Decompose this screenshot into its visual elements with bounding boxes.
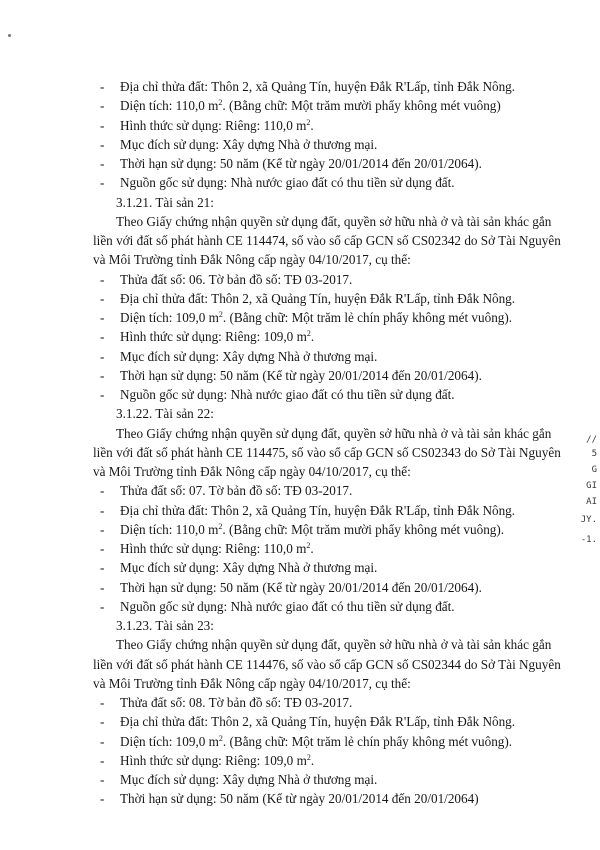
bullet-dash: - [100,348,105,364]
line-text: liền với đất số phát hành CE 114476, số vào sổ cấp GCN số CS02344 do Sở Tài Nguyên [93,656,561,672]
line-text-tail: . [310,752,315,768]
paragraph-line [93,676,411,692]
bullet-item [100,291,515,307]
bullet-item [100,734,512,750]
bullet-item [100,156,482,172]
bullet-item [100,599,455,615]
bullet-item [100,272,352,288]
paragraph-line [116,214,551,230]
stamp-fragment: -1. [580,535,597,545]
superscript: 2 [218,98,223,108]
stamp-fragment: 5 [591,449,597,459]
bullet-item [100,368,482,384]
bullet-item [100,580,482,596]
bullet-dash: - [100,290,105,306]
bullet-dash: - [100,483,105,499]
line-text-tail: . (Bằng chữ: Một trăm lẻ chín phẩy không mét vuông). [222,733,513,749]
stamp-fragment: JY. [580,515,597,525]
bullet-dash: - [100,502,105,518]
superscript: 2 [306,329,311,339]
stamp-fragment: G [591,465,597,475]
stamp-edge-fragment [575,435,597,565]
bullet-item [100,329,314,345]
bullet-item [100,772,377,788]
bullet-dash: - [100,772,105,787]
superscript: 2 [218,310,223,319]
bullet-dash: - [100,117,105,133]
section-heading [116,406,214,422]
bullet-item [100,175,455,191]
bullet-item [100,79,515,95]
line-text: Mục đích sử dụng: Xây dựng Nhà ở thương mại. [120,136,378,152]
bullet-dash: - [100,714,105,730]
bullet-dash: - [100,752,105,768]
line-text-tail: . (Bằng chữ: Một trăm lẻ chín phẩy không mét vuông). [222,310,513,325]
superscript: 2 [306,117,311,127]
bullet-item [100,695,352,711]
paragraph-line [116,426,551,442]
line-text: Hình thức sử dụng: Riêng: 110,0 m [120,117,307,133]
line-text: Hình thức sử dụng: Riêng: 109,0 m [120,329,307,345]
line-text: Diện tích: 109,0 m [120,310,219,325]
line-text: 3.1.22. Tài sản 22: [116,406,214,422]
paragraph-line [116,637,551,653]
line-text-tail: . [310,329,315,345]
line-text: Theo Giấy chứng nhận quyền sử dụng đất, quyền sở hữu nhà ở và tài sản khác gắn [116,637,552,653]
line-text: Diện tích: 110,0 m [120,521,219,537]
scan-speck [8,34,11,37]
line-text-tail: . (Bằng chữ: Một trăm mười phẩy không mét vuông) [222,98,501,114]
paragraph-line [93,657,561,673]
line-text: Nguồn gốc sử dụng: Nhà nước giao đất có thu tiền sử dụng đất. [120,175,455,191]
paragraph-line [93,252,411,268]
line-text: Nguồn gốc sử dụng: Nhà nước giao đất có thu tiền sử dụng đất. [120,598,455,614]
bullet-dash: - [100,387,105,402]
line-text: Thời hạn sử dụng: 50 năm (Kể từ ngày 20/01/2014 đến 20/01/2064). [120,579,482,595]
section-heading [116,195,214,211]
bullet-item [100,560,377,576]
line-text: 3.1.21. Tài sản 21: [116,194,214,210]
line-text: Mục đích sử dụng: Xây dựng Nhà ở thương mại. [120,772,378,787]
line-text: liền với đất số phát hành CE 114474, số vào sổ cấp GCN số CS02342 do Sở Tài Nguyên [93,233,561,248]
bullet-dash: - [100,541,105,556]
line-text: Mục đích sử dụng: Xây dựng Nhà ở thương mại. [120,348,378,364]
stamp-fragment: AI [586,497,597,507]
line-text: và Môi Trường tỉnh Đắk Nông cấp ngày 04/10/2017, cụ thể: [93,675,411,691]
bullet-dash: - [100,579,105,595]
paragraph-line [93,233,561,249]
bullet-item [100,503,515,519]
line-text: Theo Giấy chứng nhận quyền sử dụng đất, quyền sở hữu nhà ở và tài sản khác gắn [116,213,552,229]
bullet-dash: - [100,310,105,325]
bullet-item [100,522,504,538]
line-text: Diện tích: 109,0 m [120,733,219,749]
bullet-item [100,98,501,114]
line-text: Theo Giấy chứng nhận quyền sử dụng đất, quyền sở hữu nhà ở và tài sản khác gắn [116,425,552,441]
bullet-dash: - [100,136,105,152]
line-text: Thời hạn sử dụng: 50 năm (Kể từ ngày 20/01/2014 đến 20/01/2064) [120,791,479,807]
line-text-tail: . [310,541,314,556]
bullet-item [100,137,377,153]
line-text: Địa chỉ thửa đất: Thôn 2, xã Quảng Tín, huyện Đắk R'Lấp, tỉnh Đắk Nông. [120,502,516,518]
line-text: Nguồn gốc sử dụng: Nhà nước giao đất có thu tiền sử dụng đất. [120,387,455,402]
line-text: Thời hạn sử dụng: 50 năm (Kể từ ngày 20/01/2014 đến 20/01/2064). [120,156,482,171]
line-text: và Môi Trường tỉnh Đắk Nông cấp ngày 04/10/2017, cụ thể: [93,252,411,268]
paragraph-line [93,464,411,480]
line-text: liền với đất số phát hành CE 114475, số vào sổ cấp GCN số CS02343 do Sở Tài Nguyên [93,444,561,460]
bullet-dash: - [100,598,105,614]
bullet-dash: - [100,156,105,171]
bullet-dash: - [100,695,105,710]
bullet-dash: - [100,271,105,287]
bullet-dash: - [100,79,105,94]
bullet-item [100,791,479,807]
line-text: 3.1.23. Tài sản 23: [116,618,214,633]
line-text: Thửa đất số: 07. Tờ bản đồ số: TĐ 03-2017. [120,483,353,499]
superscript: 2 [306,541,311,550]
bullet-item [100,310,512,326]
line-text: Hình thức sử dụng: Riêng: 110,0 m [120,541,307,556]
bullet-item [100,483,352,499]
line-text: và Môi Trường tỉnh Đắk Nông cấp ngày 04/10/2017, cụ thể: [93,464,411,479]
bullet-item [100,541,314,557]
bullet-item [100,753,314,769]
line-text: Địa chỉ thửa đất: Thôn 2, xã Quảng Tín, huyện Đắk R'Lấp, tỉnh Đắk Nông. [120,79,516,94]
bullet-dash: - [100,521,105,537]
line-text: Hình thức sử dụng: Riêng: 109,0 m [120,752,307,768]
bullet-item [100,714,515,730]
bullet-dash: - [100,733,105,749]
line-text: Thời hạn sử dụng: 50 năm (Kể từ ngày 20/01/2014 đến 20/01/2064). [120,367,482,383]
line-text: Địa chỉ thửa đất: Thôn 2, xã Quảng Tín, huyện Đắk R'Lấp, tỉnh Đắk Nông. [120,714,516,730]
superscript: 2 [218,733,223,743]
stamp-fragment: // [586,435,597,445]
line-text: Mục đích sử dụng: Xây dựng Nhà ở thương mại. [120,560,378,576]
line-text-tail: . (Bằng chữ: Một trăm mười phẩy không mét vuông). [222,521,505,537]
bullet-item [100,118,314,134]
bullet-dash: - [100,175,105,191]
bullet-dash: - [100,98,105,114]
superscript: 2 [218,521,223,531]
bullet-dash: - [100,560,105,576]
line-text: Thửa đất số: 06. Tờ bản đồ số: TĐ 03-2017. [120,271,353,287]
stamp-fragment: GI [586,481,597,491]
section-heading [116,618,214,634]
line-text-tail: . [310,117,314,133]
bullet-dash: - [100,791,105,807]
bullet-item [100,387,455,403]
line-text: Diện tích: 110,0 m [120,98,219,114]
bullet-dash: - [100,329,105,345]
line-text: Thửa đất số: 08. Tờ bản đồ số: TĐ 03-2017. [120,695,353,710]
line-text: Địa chỉ thửa đất: Thôn 2, xã Quảng Tín, huyện Đắk R'Lấp, tỉnh Đắk Nông. [120,290,516,306]
paragraph-line [93,445,561,461]
bullet-item [100,349,377,365]
bullet-dash: - [100,367,105,383]
superscript: 2 [306,752,311,762]
